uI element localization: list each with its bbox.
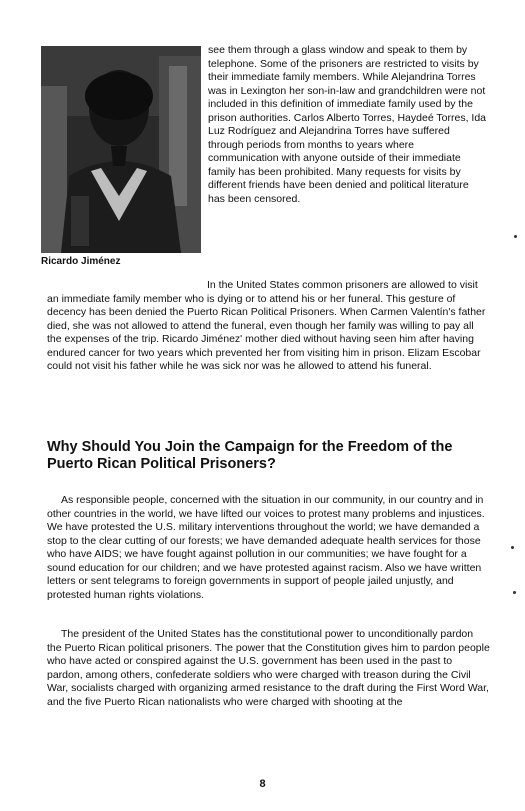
continuation-paragraph: In the United States common prisoners are allowed to visit an immediate family member who is dying or to attend his or her funeral. This gesture of decency has been denied the Puerto Rican Political Prisoners. When Carmen Valentín's father died, she was not allowed to attend the funeral, even though her family was willing to pay all the expenses of the trip. Ricardo Jiménez' mother died without having seen him after having endured cancer for two years which prevented her from visiting him in prison. Elizam Escobar could not visit his father while he was sick nor was he allowed to attend his funeral. — [47, 279, 486, 372]
body-paragraph-2: The president of the United States has the constitutional power to unconditionally pardon the Puerto Rican political prisoners. The power that the Constitution gives him to pardon people who have acted or conspired against the U.S. government has been used in the past to pardon, among others, confederate soldiers who were charged with treason during the Civil War, socialists charged with organizing armed resistance to the draft during the First Word War, and the five Puerto Rican nationalists who were charged with shooting at the — [47, 628, 490, 708]
page-number: 8 — [259, 778, 266, 790]
margin-dot — [511, 546, 514, 549]
photo-caption: Ricardo Jiménez — [41, 256, 121, 267]
photo-block — [41, 46, 201, 270]
portrait-image — [41, 46, 201, 253]
wrapped-paragraph: see them through a glass window and speak to them by telephone. Some of the prisoners are restricted to visits by their immediate family members. While Alejandrina Torres was in Lexington her son-in-law and grandchildren were not included in this definition of immediate family used by the prison authorities. Carlos Alberto Torres, Haydeé Torres, Ida Luz Rodríguez and Alejandrina Torres have suffered through periods from months to years where communication with anyone outside of their immediate family has been prohibited. Many requests for visits by different friends have been denied and political literature has been censored. — [208, 44, 486, 205]
body-paragraph-1: As responsible people, concerned with the situation in our community, in our country and in other countries in the world, we have lifted our voices to protest many problems and injustices. We have protested the U.S. military interventions throughout the world; we have demanded a stop to the clear cutting of our forests; we have demanded adequate health services for those who have AIDS; we have fought against pollution in our communities; we have fought for a sound education for our children; and we have protested against racism. Also we have written letters or sent telegrams to foreign governments in support of people jailed unjustly, and protested human rights violations. — [47, 494, 485, 601]
portrait-photo — [41, 46, 201, 253]
margin-dot — [513, 591, 516, 594]
margin-dot — [514, 235, 517, 238]
section-heading: Why Should You Join the Campaign for the Freedom of the Puerto Rican Political Prisoners? — [47, 439, 453, 472]
